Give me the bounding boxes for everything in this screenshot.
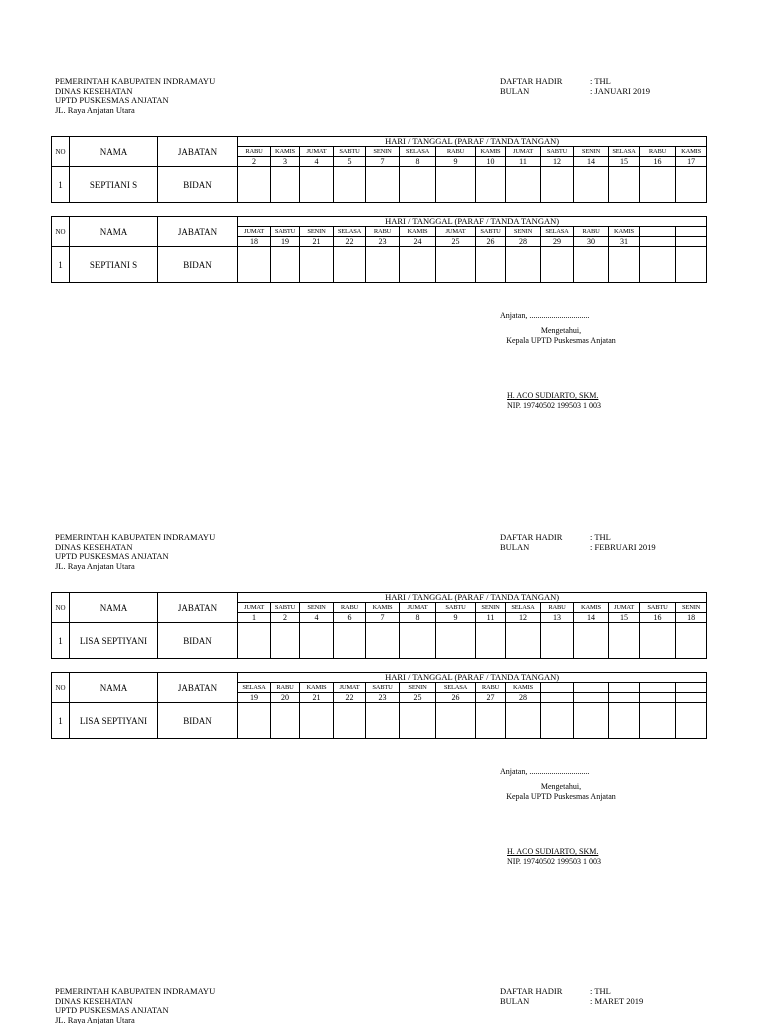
date-cell: 19	[271, 237, 300, 247]
day-name-cell: SELASA	[238, 683, 271, 693]
employee-position: BIDAN	[158, 703, 238, 739]
signature-cell[interactable]	[334, 247, 366, 283]
signature-cell[interactable]	[640, 247, 676, 283]
signature-cell[interactable]	[271, 247, 300, 283]
signer-name: H. ACO SUDIARTO, SKM.	[507, 391, 599, 400]
signature-cell[interactable]	[541, 623, 574, 659]
column-header-hari-tanggal: HARI / TANGGAL (PARAF / TANDA TANGAN)	[238, 217, 707, 227]
signature-cell[interactable]	[676, 247, 707, 283]
column-header-jabatan: JABATAN	[158, 137, 238, 167]
day-name-cell: SABTU	[476, 227, 506, 237]
institution-header-line: PEMERINTAH KABUPATEN INDRAMAYU	[55, 76, 216, 86]
employee-position: BIDAN	[158, 247, 238, 283]
signature-cell[interactable]	[271, 623, 300, 659]
day-name-cell: JUMAT	[609, 603, 640, 613]
date-cell: 8	[400, 613, 436, 623]
day-name-cell: SABTU	[366, 683, 400, 693]
date-cell: 12	[506, 613, 541, 623]
day-name-cell: SENIN	[476, 603, 506, 613]
column-header-hari-tanggal: HARI / TANGGAL (PARAF / TANDA TANGAN)	[238, 137, 707, 147]
sign-place-date: Anjatan, ..............................	[500, 767, 590, 776]
register-type-label: DAFTAR HADIR	[500, 532, 563, 542]
day-name-cell: KAMIS	[506, 683, 541, 693]
date-cell: 27	[476, 693, 506, 703]
table-row	[52, 247, 707, 283]
register-month-value: : FEBRUARI 2019	[590, 541, 656, 552]
date-cell: 21	[300, 237, 334, 247]
date-cell: 23	[366, 237, 400, 247]
day-name-cell: KAMIS	[400, 227, 436, 237]
day-name-cell: KAMIS	[676, 147, 707, 157]
day-name-cell: JUMAT	[238, 603, 271, 613]
date-cell: 26	[436, 693, 476, 703]
institution-header-line: JL. Raya Anjatan Utara	[55, 1014, 135, 1024]
signature-cell[interactable]	[506, 247, 541, 283]
day-name-cell: JUMAT	[506, 147, 541, 157]
register-type-label: DAFTAR HADIR	[500, 76, 563, 86]
register-month-label: BULAN	[500, 541, 530, 552]
institution-header-line: UPTD PUSKESMAS ANJATAN	[55, 1005, 169, 1016]
signature-cell[interactable]	[640, 703, 676, 739]
date-cell: 12	[541, 157, 574, 167]
date-cell: 25	[400, 693, 436, 703]
signature-cell[interactable]	[476, 623, 506, 659]
register-type-label: DAFTAR HADIR	[500, 986, 563, 996]
date-cell	[574, 693, 609, 703]
date-cell	[541, 693, 574, 703]
employee-position: BIDAN	[158, 623, 238, 659]
institution-header-line: DINAS KESEHATAN	[55, 541, 133, 552]
day-name-cell: JUMAT	[436, 227, 476, 237]
column-header-nama: NAMA	[70, 593, 158, 623]
day-name-cell	[676, 227, 707, 237]
institution-header-line: UPTD PUSKESMAS ANJATAN	[55, 95, 169, 106]
column-header-no: NO	[52, 137, 70, 167]
signature-cell[interactable]	[400, 703, 436, 739]
date-cell: 26	[476, 237, 506, 247]
day-name-cell	[574, 683, 609, 693]
signature-cell[interactable]	[541, 167, 574, 203]
column-header-no: NO	[52, 673, 70, 703]
register-type-value: : THL	[590, 986, 611, 996]
day-name-cell: KAMIS	[366, 603, 400, 613]
date-cell: 18	[238, 237, 271, 247]
acknowledged-label	[480, 782, 642, 801]
day-name-cell: SENIN	[300, 603, 334, 613]
day-name-cell: SENIN	[300, 227, 334, 237]
signature-cell[interactable]	[574, 703, 609, 739]
date-cell: 2	[238, 157, 271, 167]
signature-cell[interactable]	[238, 247, 271, 283]
employee-position: BIDAN	[158, 167, 238, 203]
signature-cell[interactable]	[676, 623, 707, 659]
date-cell: 28	[506, 693, 541, 703]
employee-name: SEPTIANI S	[70, 247, 158, 283]
date-cell: 22	[334, 693, 366, 703]
signature-cell[interactable]	[300, 703, 334, 739]
sign-place-date: Anjatan, ..............................	[500, 311, 590, 320]
date-cell: 1	[238, 613, 271, 623]
date-cell: 11	[506, 157, 541, 167]
signature-cell[interactable]	[609, 623, 640, 659]
date-cell: 16	[640, 157, 676, 167]
day-name-cell: RABU	[574, 227, 609, 237]
signer-title: Kepala UPTD Puskesmas Anjatan	[506, 791, 616, 801]
day-name-cell: SELASA	[334, 227, 366, 237]
attendance-table	[51, 672, 707, 739]
date-cell: 6	[334, 613, 366, 623]
date-cell: 28	[506, 237, 541, 247]
institution-header	[55, 77, 215, 115]
institution-header-line: JL. Raya Anjatan Utara	[55, 560, 135, 571]
date-cell: 14	[574, 157, 609, 167]
institution-header	[55, 987, 215, 1024]
institution-header-line: PEMERINTAH KABUPATEN INDRAMAYU	[55, 532, 216, 542]
day-name-cell: JUMAT	[300, 147, 334, 157]
date-cell: 25	[436, 237, 476, 247]
date-cell: 7	[366, 157, 400, 167]
signature-cell[interactable]	[334, 703, 366, 739]
signature-cell[interactable]	[400, 247, 436, 283]
signature-cell[interactable]	[300, 247, 334, 283]
signer-block	[507, 847, 601, 866]
institution-header-line: DINAS KESEHATAN	[55, 995, 133, 1006]
column-header-jabatan: JABATAN	[158, 217, 238, 247]
attendance-sheet	[0, 456, 768, 912]
employee-name: LISA SEPTIYANI	[70, 623, 158, 659]
signature-cell[interactable]	[676, 167, 707, 203]
day-name-cell: RABU	[436, 147, 476, 157]
date-cell: 18	[676, 613, 707, 623]
date-cell	[676, 237, 707, 247]
attendance-table	[51, 136, 707, 203]
date-cell: 9	[436, 613, 476, 623]
day-name-cell	[541, 683, 574, 693]
day-name-cell: SABTU	[541, 147, 574, 157]
date-cell: 16	[640, 613, 676, 623]
date-cell: 9	[436, 157, 476, 167]
day-name-cell: SABTU	[271, 603, 300, 613]
signature-cell[interactable]	[271, 167, 300, 203]
table-row	[52, 623, 707, 659]
register-info	[500, 987, 643, 1006]
register-month	[500, 87, 650, 97]
institution-header-line: UPTD PUSKESMAS ANJATAN	[55, 551, 169, 562]
signature-cell[interactable]	[436, 623, 476, 659]
institution-header-line: DINAS KESEHATAN	[55, 85, 133, 96]
date-cell: 4	[300, 613, 334, 623]
date-cell: 2	[271, 613, 300, 623]
signature-cell[interactable]	[366, 703, 400, 739]
date-cell: 19	[238, 693, 271, 703]
day-name-cell	[640, 227, 676, 237]
day-name-cell: RABU	[541, 603, 574, 613]
day-name-cell: JUMAT	[334, 683, 366, 693]
date-cell: 4	[300, 157, 334, 167]
day-name-cell: KAMIS	[476, 147, 506, 157]
day-name-cell: SELASA	[400, 147, 436, 157]
signature-cell[interactable]	[436, 247, 476, 283]
signature-cell[interactable]	[366, 247, 400, 283]
signature-cell[interactable]	[609, 703, 640, 739]
signature-cell[interactable]	[334, 623, 366, 659]
day-name-cell: SENIN	[676, 603, 707, 613]
mengetahui-text: Mengetahui,	[540, 782, 582, 791]
date-cell: 30	[574, 237, 609, 247]
date-cell: 29	[541, 237, 574, 247]
signature-cell[interactable]	[506, 623, 541, 659]
table-row	[52, 167, 707, 203]
column-header-hari-tanggal: HARI / TANGGAL (PARAF / TANDA TANGAN)	[238, 673, 707, 683]
signature-cell[interactable]	[609, 167, 640, 203]
signer-nip: NIP. 19740502 199503 1 003	[507, 856, 602, 866]
column-header-nama: NAMA	[70, 137, 158, 167]
day-name-cell: SENIN	[506, 227, 541, 237]
signature-cell[interactable]	[271, 703, 300, 739]
day-name-cell: SABTU	[640, 603, 676, 613]
employee-name: SEPTIANI S	[70, 167, 158, 203]
day-name-cell: KAMIS	[609, 227, 640, 237]
column-header-jabatan: JABATAN	[158, 593, 238, 623]
column-header-hari-tanggal: HARI / TANGGAL (PARAF / TANDA TANGAN)	[238, 593, 707, 603]
day-name-cell: SENIN	[366, 147, 400, 157]
day-name-cell: SELASA	[506, 603, 541, 613]
date-cell: 7	[366, 613, 400, 623]
signature-cell[interactable]	[238, 703, 271, 739]
attendance-sheet	[0, 0, 768, 456]
day-name-cell: RABU	[640, 147, 676, 157]
column-header-nama: NAMA	[70, 217, 158, 247]
register-month-label: BULAN	[500, 995, 530, 1006]
day-name-cell: SABTU	[436, 603, 476, 613]
date-cell: 17	[676, 157, 707, 167]
row-number: 1	[52, 623, 70, 659]
day-name-cell: RABU	[476, 683, 506, 693]
table-row	[52, 703, 707, 739]
register-type-value: : THL	[590, 76, 611, 86]
date-cell: 11	[476, 613, 506, 623]
date-cell: 8	[400, 157, 436, 167]
signature-cell[interactable]	[574, 247, 609, 283]
register-month-label: BULAN	[500, 85, 530, 96]
date-cell: 21	[300, 693, 334, 703]
signature-cell[interactable]	[506, 167, 541, 203]
signer-name: H. ACO SUDIARTO, SKM.	[507, 847, 599, 856]
date-cell	[640, 237, 676, 247]
signature-cell[interactable]	[640, 167, 676, 203]
signer-block	[507, 391, 601, 410]
day-name-cell: SABTU	[271, 227, 300, 237]
column-header-no: NO	[52, 593, 70, 623]
row-number: 1	[52, 247, 70, 283]
register-month-value: : MARET 2019	[590, 995, 644, 1006]
date-cell: 23	[366, 693, 400, 703]
signature-cell[interactable]	[400, 167, 436, 203]
date-cell: 10	[476, 157, 506, 167]
day-name-cell	[676, 683, 707, 693]
signature-cell[interactable]	[609, 247, 640, 283]
day-name-cell: SELASA	[541, 227, 574, 237]
date-cell	[609, 693, 640, 703]
date-cell: 31	[609, 237, 640, 247]
signature-cell[interactable]	[476, 247, 506, 283]
signature-cell[interactable]	[238, 623, 271, 659]
register-info	[500, 77, 650, 96]
row-number: 1	[52, 703, 70, 739]
day-name-cell	[609, 683, 640, 693]
employee-name: LISA SEPTIYANI	[70, 703, 158, 739]
signature-cell[interactable]	[541, 703, 574, 739]
signature-cell[interactable]	[436, 703, 476, 739]
attendance-table	[51, 592, 707, 659]
signature-cell[interactable]	[334, 167, 366, 203]
signature-cell[interactable]	[476, 167, 506, 203]
date-cell: 13	[541, 613, 574, 623]
day-name-cell: RABU	[334, 603, 366, 613]
register-month-value: : JANUARI 2019	[590, 85, 650, 96]
date-cell	[640, 693, 676, 703]
day-name-cell: SABTU	[334, 147, 366, 157]
register-info	[500, 533, 656, 552]
day-name-cell: SELASA	[609, 147, 640, 157]
signature-cell[interactable]	[400, 623, 436, 659]
day-name-cell: KAMIS	[300, 683, 334, 693]
date-cell	[676, 693, 707, 703]
mengetahui-text: Mengetahui,	[540, 326, 582, 335]
register-month	[500, 997, 643, 1007]
day-name-cell: KAMIS	[271, 147, 300, 157]
date-cell: 22	[334, 237, 366, 247]
day-name-cell: KAMIS	[574, 603, 609, 613]
institution-header-line: PEMERINTAH KABUPATEN INDRAMAYU	[55, 986, 216, 996]
signature-cell[interactable]	[541, 247, 574, 283]
attendance-sheet	[0, 910, 768, 1024]
signature-cell[interactable]	[676, 703, 707, 739]
signature-cell[interactable]	[366, 623, 400, 659]
day-name-cell: RABU	[271, 683, 300, 693]
signature-cell[interactable]	[300, 623, 334, 659]
signature-cell[interactable]	[574, 623, 609, 659]
day-name-cell: SENIN	[400, 683, 436, 693]
signature-cell[interactable]	[640, 623, 676, 659]
day-name-cell: SENIN	[574, 147, 609, 157]
date-cell: 3	[271, 157, 300, 167]
signature-cell[interactable]	[436, 167, 476, 203]
date-cell: 15	[609, 613, 640, 623]
column-header-nama: NAMA	[70, 673, 158, 703]
day-name-cell	[640, 683, 676, 693]
signer-nip: NIP. 19740502 199503 1 003	[507, 400, 602, 410]
acknowledged-label	[480, 326, 642, 345]
attendance-table	[51, 216, 707, 283]
day-name-cell: RABU	[238, 147, 271, 157]
signature-cell[interactable]	[300, 167, 334, 203]
signer-title: Kepala UPTD Puskesmas Anjatan	[506, 335, 616, 345]
signature-cell[interactable]	[476, 703, 506, 739]
date-cell: 15	[609, 157, 640, 167]
day-name-cell: JUMAT	[400, 603, 436, 613]
institution-header	[55, 533, 215, 571]
signature-cell[interactable]	[506, 703, 541, 739]
signature-cell[interactable]	[238, 167, 271, 203]
signature-cell[interactable]	[366, 167, 400, 203]
date-cell: 14	[574, 613, 609, 623]
day-name-cell: JUMAT	[238, 227, 271, 237]
signature-cell[interactable]	[574, 167, 609, 203]
column-header-jabatan: JABATAN	[158, 673, 238, 703]
date-cell: 24	[400, 237, 436, 247]
register-month	[500, 543, 656, 553]
day-name-cell: SELASA	[436, 683, 476, 693]
date-cell: 5	[334, 157, 366, 167]
institution-header-line: JL. Raya Anjatan Utara	[55, 104, 135, 115]
date-cell: 20	[271, 693, 300, 703]
day-name-cell: RABU	[366, 227, 400, 237]
column-header-no: NO	[52, 217, 70, 247]
register-type-value: : THL	[590, 532, 611, 542]
row-number: 1	[52, 167, 70, 203]
